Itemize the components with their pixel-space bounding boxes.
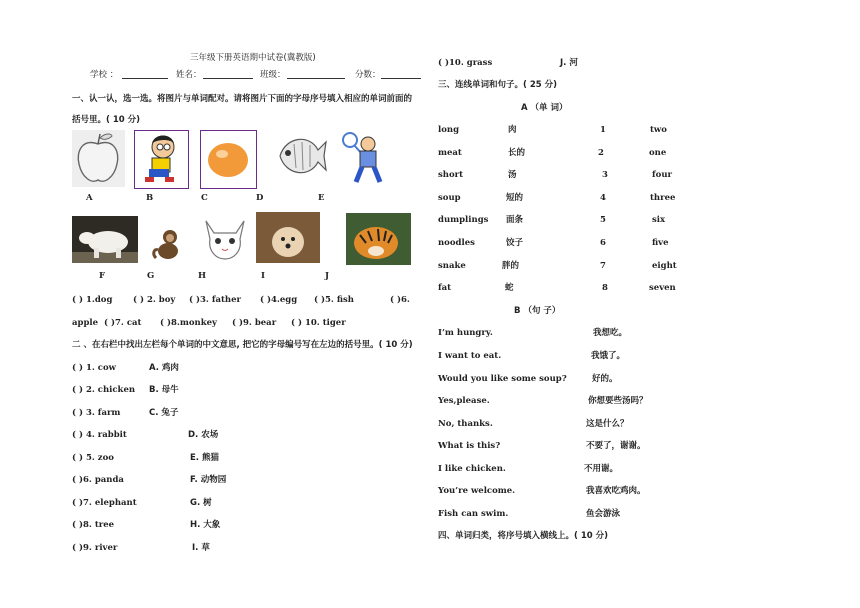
match-q-9[interactable]: ( )9. river	[72, 543, 118, 553]
word-cn-7: 胖的	[502, 261, 520, 271]
sentence-cn-9: 鱼会游泳	[586, 509, 621, 519]
match-a-2: B. 母牛	[149, 385, 179, 395]
sentence-cn-3: 好的。	[592, 374, 618, 384]
answer-item-1[interactable]: ( ) 1.dog	[72, 295, 113, 305]
match-q-2[interactable]: ( ) 2. chicken	[72, 385, 136, 395]
word-spelled-5: six	[652, 215, 666, 225]
sentence-en-4: Yes,please.	[438, 396, 490, 406]
sentence-cn-1: 我想吃。	[593, 328, 628, 338]
sentence-cn-4: 你想要些汤吗？	[588, 396, 648, 406]
match-a-8: H. 大象	[190, 520, 221, 530]
word-spelled-3: four	[652, 170, 672, 180]
section2-heading: 二 、在右栏中找出左栏每个单词的中文意思, 把它的字母编号写在左边的括号里。( 10 分)	[72, 340, 413, 350]
word-en-8: fat	[438, 283, 452, 293]
sentence-en-9: Fish can swim.	[438, 509, 509, 519]
pic-letter-g: G	[147, 271, 155, 281]
section4-heading: 四、单词归类，将序号填入横线上。( 10 分)	[438, 531, 609, 541]
score-field[interactable]	[381, 70, 421, 79]
school-label: 学校 ：	[90, 70, 119, 80]
match-a-1: A. 鸡肉	[149, 363, 179, 373]
sentence-cn-7: 不用谢。	[584, 464, 619, 474]
father-image	[340, 130, 392, 187]
sentence-cn-5: 这是什么？	[586, 419, 629, 429]
page-title: 三年级下册英语期中试卷(冀教版)	[190, 53, 316, 63]
name-field[interactable]	[203, 70, 253, 79]
word-en-7: snake	[438, 261, 466, 271]
boy-image	[134, 130, 189, 189]
match-q-8[interactable]: ( )8. tree	[72, 520, 115, 530]
section3-heading: 三、连线单词和句子。( 25 分)	[438, 80, 558, 90]
match-a-3: C. 兔子	[149, 408, 179, 418]
word-en-3: short	[438, 170, 464, 180]
answer-item-6-word: apple	[72, 318, 99, 328]
section1-heading: 一、认一认，选一选。将图片与单词配对。请将图片下面的字母序号填入相应的单词前面的	[72, 94, 413, 104]
word-spelled-8: seven	[649, 283, 676, 293]
match-q-7[interactable]: ( )7. elephant	[72, 498, 137, 508]
match-q-5[interactable]: ( ) 5. zoo	[72, 453, 114, 463]
word-cn-4: 短的	[506, 193, 524, 203]
match-q-6[interactable]: ( )6. panda	[72, 475, 124, 485]
pic-letter-c: C	[201, 193, 208, 203]
sentence-en-8: You’re welcome.	[438, 486, 516, 496]
sentence-en-6: What is this?	[438, 441, 501, 451]
answer-item-10[interactable]: ( ) 10. tiger	[291, 318, 346, 328]
section3-part-a: A （单 词）	[521, 103, 568, 113]
dog-image	[256, 212, 320, 263]
word-num-3: 3	[602, 170, 608, 180]
pic-letter-i: I	[261, 271, 265, 281]
class-field[interactable]	[287, 70, 345, 79]
word-en-5: dumplings	[438, 215, 489, 225]
match-q-10[interactable]: ( )10. grass	[438, 58, 493, 68]
sentence-en-1: I’m hungry.	[438, 328, 493, 338]
word-cn-5: 面条	[506, 215, 524, 225]
score-label: 分数：	[355, 70, 381, 80]
word-spelled-4: three	[650, 193, 676, 203]
answer-item-7[interactable]: ( )7. cat	[104, 318, 142, 328]
answer-item-2[interactable]: ( ) 2. boy	[133, 295, 176, 305]
word-num-8: 8	[602, 283, 608, 293]
answer-item-4[interactable]: ( )4.egg	[260, 295, 298, 305]
match-a-7: G. 树	[190, 498, 212, 508]
word-en-4: soup	[438, 193, 461, 203]
sentence-cn-8: 我喜欢吃鸡肉。	[586, 486, 646, 496]
pic-letter-j: J	[325, 271, 330, 281]
word-cn-6: 饺子	[506, 238, 524, 248]
answer-item-9[interactable]: ( )9. bear	[232, 318, 277, 328]
word-num-7: 7	[600, 261, 606, 271]
name-label: 姓名：	[176, 70, 202, 80]
pic-letter-d: D	[256, 193, 264, 203]
sentence-en-7: I like chicken.	[438, 464, 506, 474]
word-num-6: 6	[600, 238, 606, 248]
section1-heading-2: 括号里。( 10 分)	[72, 115, 141, 125]
match-a-6: F. 动物园	[190, 475, 227, 485]
word-spelled-6: five	[652, 238, 669, 248]
word-spelled-7: eight	[652, 261, 677, 271]
school-field[interactable]	[122, 70, 168, 79]
word-en-6: noodles	[438, 238, 475, 248]
answer-item-5[interactable]: ( )5. fish	[314, 295, 354, 305]
word-spelled-1: two	[650, 125, 667, 135]
cat-image	[196, 213, 254, 263]
sentence-en-3: Would you like some soup?	[438, 374, 567, 384]
pic-letter-h: H	[198, 271, 207, 281]
word-en-1: long	[438, 125, 460, 135]
pic-letter-f: F	[99, 271, 106, 281]
word-cn-2: 长的	[508, 148, 526, 158]
word-num-2: 2	[598, 148, 604, 158]
word-cn-1: 肉	[508, 125, 517, 135]
match-a-4: D. 农场	[188, 430, 219, 440]
word-num-1: 1	[600, 125, 606, 135]
sentence-en-5: No, thanks.	[438, 419, 493, 429]
answer-item-3[interactable]: ( )3. father	[189, 295, 241, 305]
section3-part-b: B （句 子）	[514, 306, 561, 316]
sentence-en-2: I want to eat.	[438, 351, 502, 361]
egg-image	[200, 130, 257, 189]
sentence-cn-2: 我饿了。	[591, 351, 626, 361]
match-a-5: E. 熊猫	[190, 453, 219, 463]
word-num-5: 5	[600, 215, 606, 225]
word-cn-8: 蛇	[505, 283, 514, 293]
tiger-image	[346, 213, 411, 265]
match-a-9: I. 草	[192, 543, 210, 553]
match-q-4[interactable]: ( ) 4. rabbit	[72, 430, 127, 440]
pic-letter-b: B	[146, 193, 154, 203]
sentence-cn-6: 不要了，谢谢。	[586, 441, 646, 451]
class-label: 班级：	[260, 70, 286, 80]
match-q-3[interactable]: ( ) 3. farm	[72, 408, 121, 418]
match-a-10: J. 河	[560, 58, 578, 68]
apple-image	[72, 130, 125, 187]
word-num-4: 4	[600, 193, 606, 203]
word-spelled-2: one	[649, 148, 667, 158]
word-en-2: meat	[438, 148, 462, 158]
pic-letter-a: A	[86, 193, 93, 203]
pic-letter-e: E	[318, 193, 325, 203]
fish-image	[274, 130, 329, 182]
word-cn-3: 汤	[508, 170, 517, 180]
match-q-1[interactable]: ( ) 1. cow	[72, 363, 116, 373]
bear-image	[72, 216, 138, 263]
monkey-image	[148, 228, 188, 262]
answer-item-8[interactable]: ( )8.monkey	[160, 318, 217, 328]
answer-item-6[interactable]: ( )6.	[390, 295, 410, 305]
